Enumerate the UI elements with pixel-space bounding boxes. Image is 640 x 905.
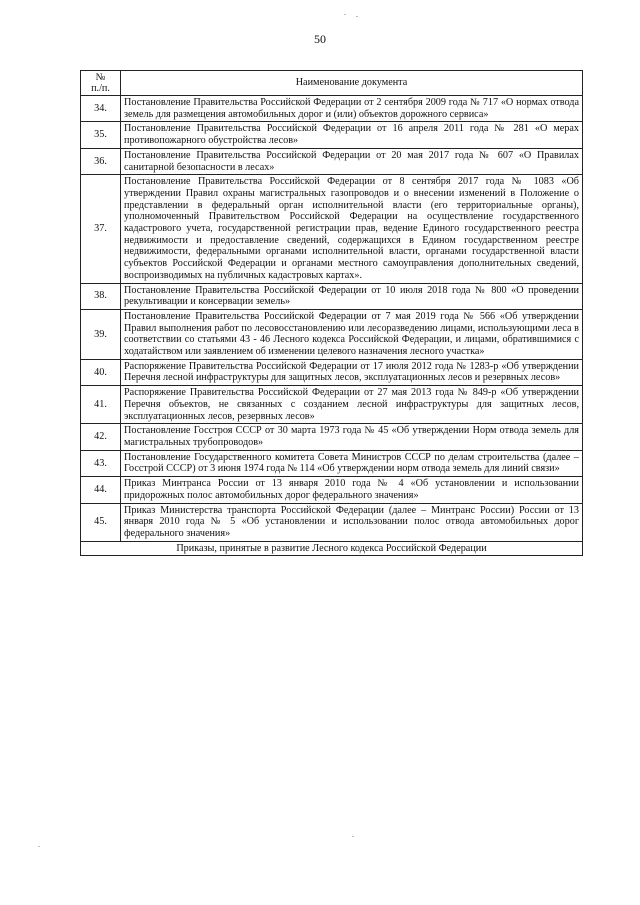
row-number: 40. xyxy=(81,359,121,385)
table-row xyxy=(81,503,583,541)
table-row xyxy=(81,450,583,476)
row-number: 34. xyxy=(81,96,121,122)
header-number-cell xyxy=(81,71,121,96)
row-number: 37. xyxy=(81,175,121,283)
header-number-symbol: № xyxy=(95,72,106,83)
row-document-name: Постановление Правительства Российской Федерации от 8 сентября 2017 года № 1083 «Об утверждении Правил охраны магистральных газопроводов и о внесении изменений в Положение о представлении в федеральный орган исполнительной власти (его территориальные органы), уполномоченный Правительством Российской Федерации на осуществление государственного кадастрового учета, государственной регистрации прав, ведение Единого государственного реестра недвижимости и предоставление сведений, содержащихся в Едином государственном реестре недвижимости, федеральными органами исполнительной власти, органами государственной власти субъектов Российской Федерации и органами местного самоуправления дополнительных сведений, воспроизводимых на публичных кадастровых картах». xyxy=(121,175,583,283)
row-number: 35. xyxy=(81,122,121,148)
scan-speck xyxy=(38,846,40,847)
row-document-name: Распоряжение Правительства Российской Федерации от 27 мая 2013 года № 849-р «Об утверждении Перечня объектов, не связанных с созданием лесной инфраструктуры для защитных лесов, эксплуатационных лесов, резервных лесов» xyxy=(121,386,583,424)
row-document-name: Постановление Государственного комитета Совета Министров СССР по делам строительства (далее – Госстрой СССР) от 3 июня 1974 года № 114 «Об утверждении норм отвода земель для линий связи» xyxy=(121,450,583,476)
document-table xyxy=(80,70,583,556)
row-number: 42. xyxy=(81,424,121,450)
scan-speck xyxy=(344,14,346,15)
row-number: 44. xyxy=(81,477,121,503)
section-heading-cell: Приказы, принятые в развитие Лесного кодекса Российской Федерации xyxy=(81,541,583,556)
scan-speck xyxy=(356,16,358,17)
row-document-name: Приказ Министерства транспорта Российской Федерации (далее – Минтранс России) России от 13 января 2010 года № 5 «Об установлении и использовании полос отвода автомобильных дорог федерального значения» xyxy=(121,503,583,541)
row-document-name: Постановление Правительства Российской Федерации от 10 июля 2018 года № 800 «О проведении рекультивации и консервации земель» xyxy=(121,283,583,309)
row-document-name: Распоряжение Правительства Российской Федерации от 17 июля 2012 года № 1283-р «Об утверждении Перечня лесной инфраструктуры для защитных лесов, эксплуатационных лесов и резервных лесов» xyxy=(121,359,583,385)
row-document-name: Постановление Правительства Российской Федерации от 2 сентября 2009 года № 717 «О нормах отвода земель для размещения автомобильных дорог и (или) объектов дорожного сервиса» xyxy=(121,96,583,122)
row-document-name: Постановление Госстроя СССР от 30 марта 1973 года № 45 «Об утверждении Норм отвода земель для магистральных трубопроводов» xyxy=(121,424,583,450)
table-row xyxy=(81,175,583,283)
row-document-name: Приказ Минтранса России от 13 января 2010 года № 4 «Об установлении и использовании придорожных полос автомобильных дорог федерального значения» xyxy=(121,477,583,503)
table-row xyxy=(81,424,583,450)
page-number: 50 xyxy=(314,32,326,46)
row-number: 39. xyxy=(81,309,121,359)
header-name-cell: Наименование документа xyxy=(121,71,583,96)
table-row xyxy=(81,148,583,174)
table-row xyxy=(81,386,583,424)
row-number: 38. xyxy=(81,283,121,309)
table-row xyxy=(81,122,583,148)
row-document-name: Постановление Правительства Российской Федерации от 20 мая 2017 года № 607 «О Правилах санитарной безопасности в лесах» xyxy=(121,148,583,174)
row-document-name: Постановление Правительства Российской Федерации от 7 мая 2019 года № 566 «Об утверждении Правил выполнения работ по лесовосстановлению или лесоразведению лицами, использующими леса в соответствии со статьями 43 - 46 Лесного кодекса Российской Федерации, и лицами, обратившимися с ходатайством или заявлением об изменении целевого назначения лесного участка» xyxy=(121,309,583,359)
row-document-name: Постановление Правительства Российской Федерации от 16 апреля 2011 года № 281 «О мерах противопожарного обустройства лесов» xyxy=(121,122,583,148)
scan-speck xyxy=(352,836,354,837)
row-number: 45. xyxy=(81,503,121,541)
table-row xyxy=(81,477,583,503)
row-number: 43. xyxy=(81,450,121,476)
row-number: 41. xyxy=(81,386,121,424)
header-number-abbrev: п./п. xyxy=(91,83,110,94)
row-number: 36. xyxy=(81,148,121,174)
table-row xyxy=(81,283,583,309)
table-row xyxy=(81,96,583,122)
table-section-row xyxy=(81,541,583,556)
table-row xyxy=(81,359,583,385)
table-header-row xyxy=(81,71,583,96)
table-row xyxy=(81,309,583,359)
